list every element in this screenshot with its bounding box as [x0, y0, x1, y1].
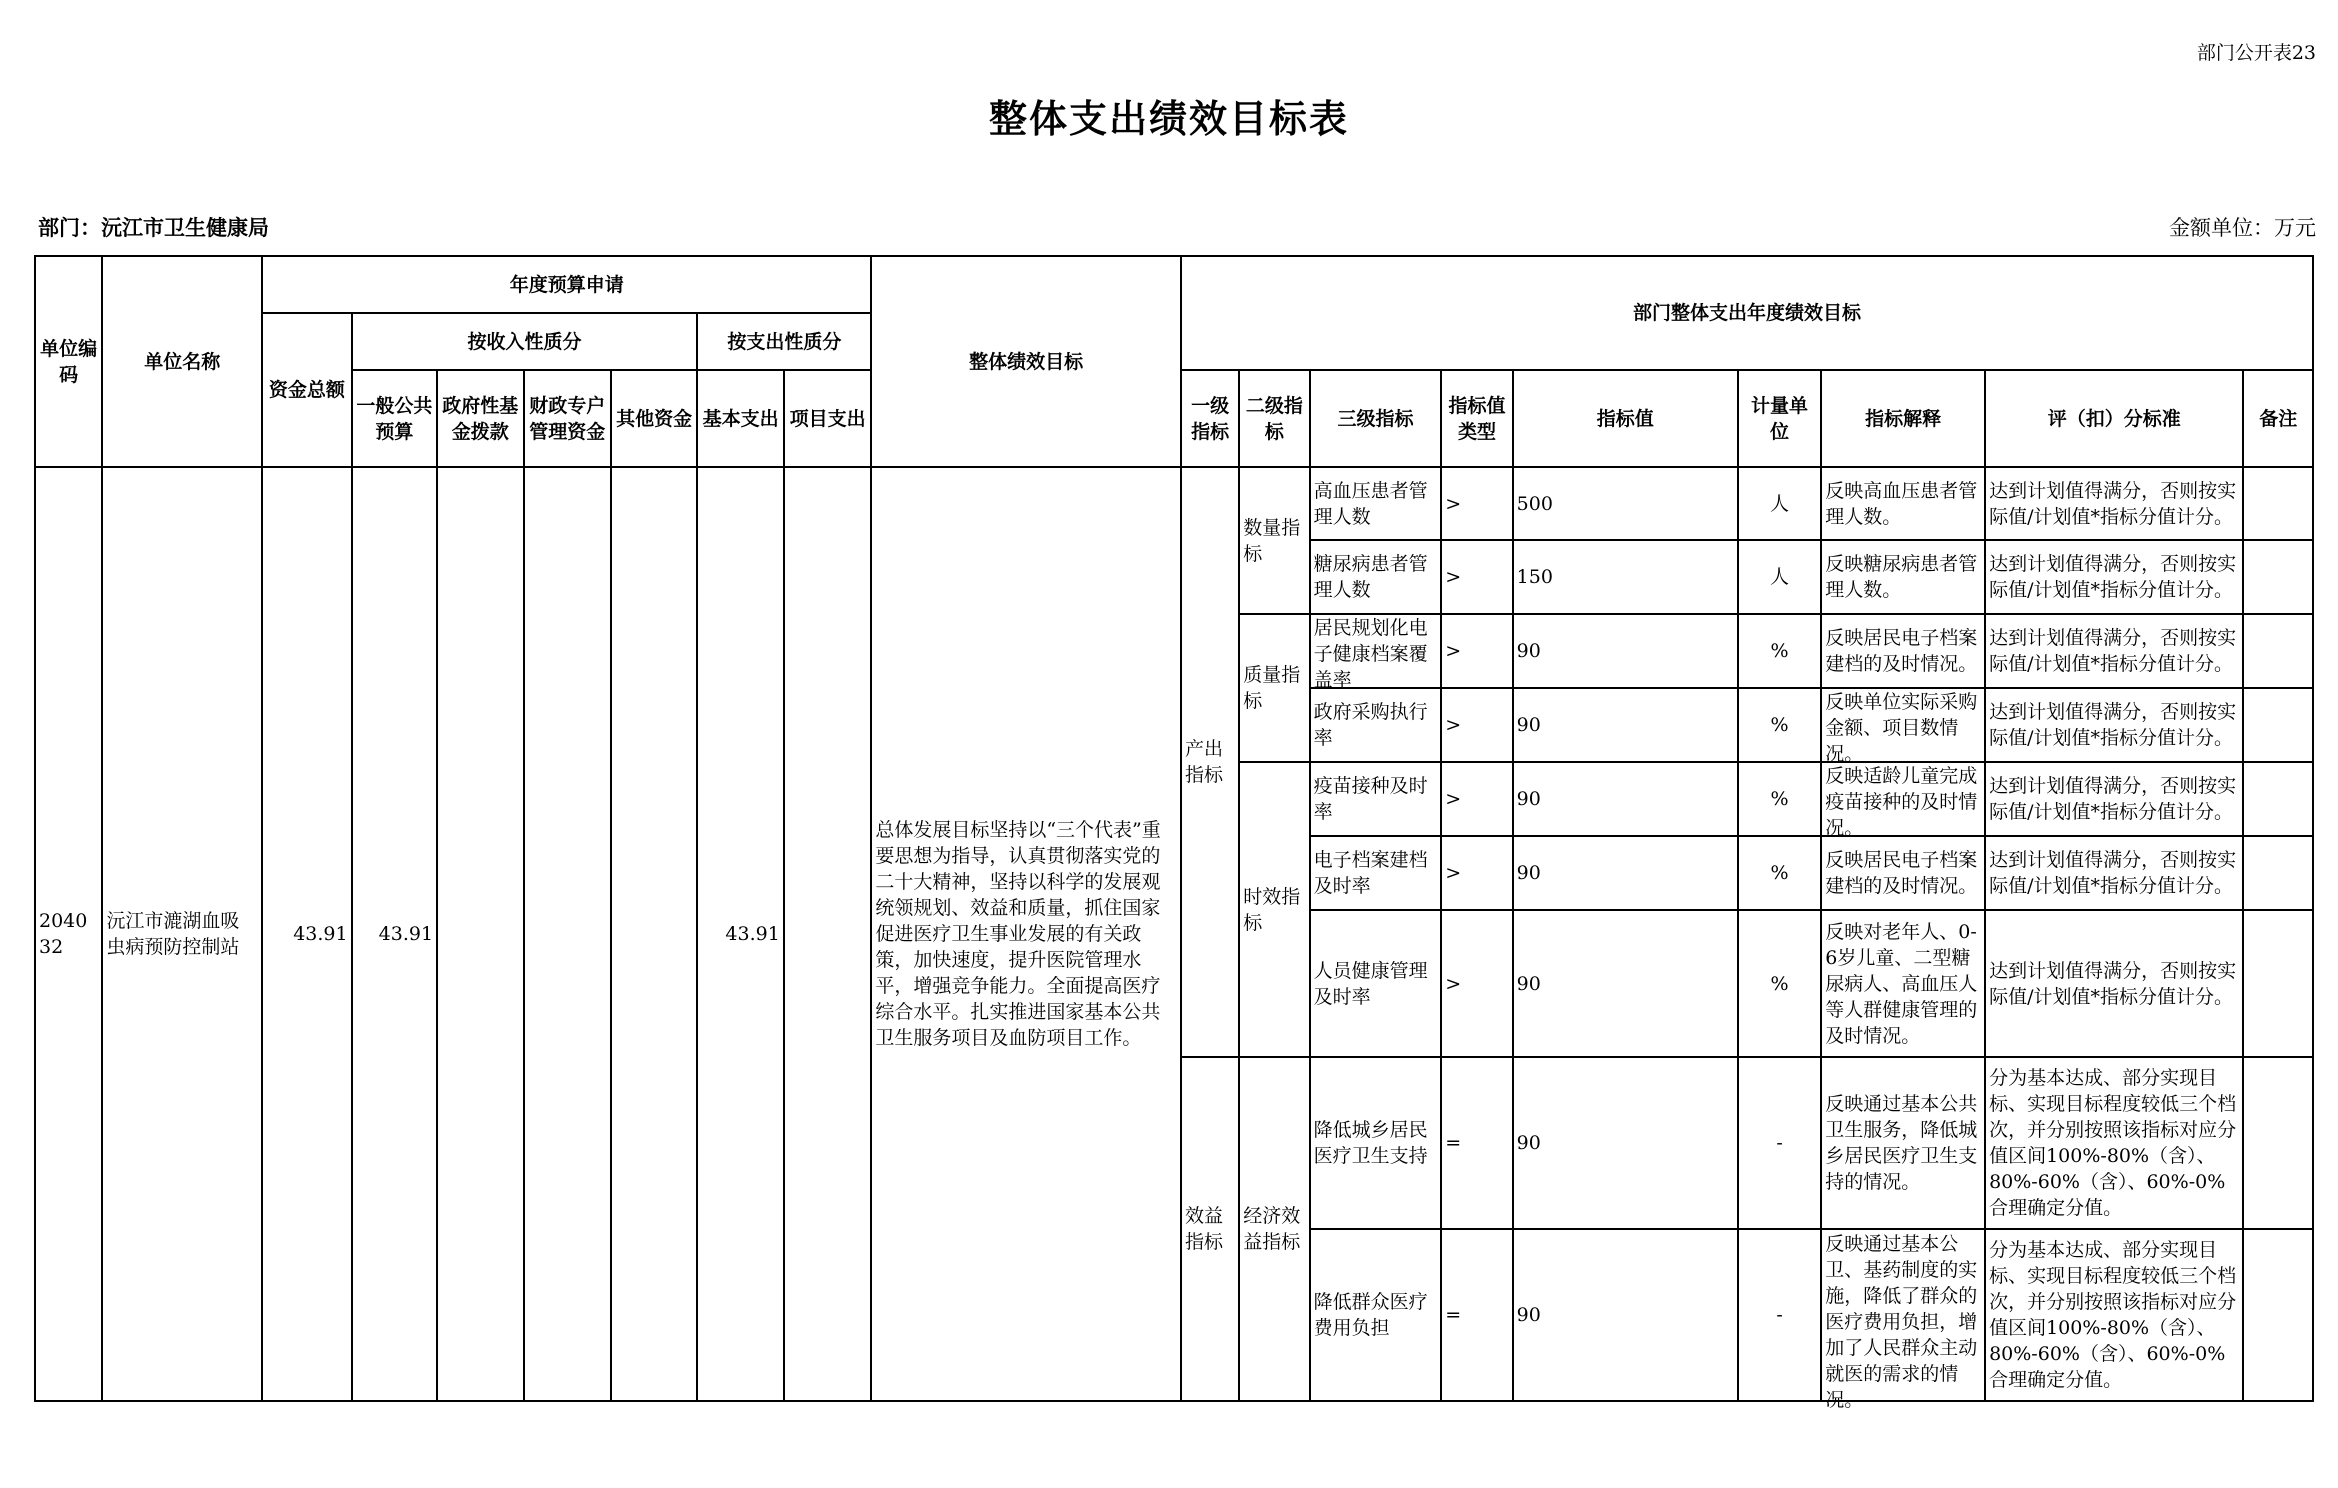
lvl1-benefit: 效益指标 [1181, 1057, 1239, 1401]
explain-text: 反映对老年人、0-6岁儿童、二型糖尿病人、高血压人等人群健康管理的及时情况。 [1825, 920, 1978, 1047]
remark-cell [2243, 688, 2313, 762]
value-cell: 500 [1513, 467, 1738, 540]
value-cell: 90 [1513, 1057, 1738, 1229]
explain-text: 反映适龄儿童完成疫苗接种的及时情况。 [1825, 765, 1978, 839]
scoring-text: 分为基本达成、部分实现目标、实现目标程度较低三个档次，并分别按照该指标对应分值区间100%-80%（含）、80%-60%（含）、60%-0%合理确定分值。 [1989, 1239, 2237, 1391]
lvl1-output: 产出指标 [1181, 467, 1239, 1057]
explain-text: 反映单位实际采购金额、项目数情况。 [1825, 691, 1978, 765]
explain-text: 反映通过基本公卫、基药制度的实施，降低了群众的医疗费用负担，增加了人民群众主动就医的需求的情况。 [1825, 1233, 1978, 1411]
header-remark: 备注 [2243, 370, 2313, 467]
header-by-income: 按收入性质分 [352, 313, 698, 370]
header-value: 指标值 [1513, 370, 1738, 467]
explain-text: 反映高血压患者管理人数。 [1825, 479, 1978, 528]
lvl3-cell [1310, 614, 1442, 691]
scoring-cell [1985, 762, 2243, 836]
lvl2-quantity: 数量指标 [1239, 467, 1309, 614]
scoring-cell [1985, 910, 2243, 1057]
scoring-text: 达到计划值得满分，否则按实际值/计划值*指标分值计分。 [1989, 479, 2237, 528]
scoring-cell [1985, 688, 2243, 762]
form-code: 部门公开表23 [2196, 42, 2316, 64]
scoring-cell [1985, 1057, 2243, 1229]
explain-text: 反映居民电子档案建档的及时情况。 [1825, 627, 1978, 675]
scoring-cell [1985, 540, 2243, 614]
remark-cell [2243, 1229, 2313, 1401]
lvl3-cell: 降低群众医疗费用负担 [1310, 1229, 1442, 1401]
remark-cell [2243, 762, 2313, 836]
gov-fund-cell [437, 467, 523, 1401]
val-type-cell: = [1441, 1229, 1512, 1401]
header-gov-fund: 政府性基金拨款 [437, 370, 523, 467]
value-cell: 90 [1513, 688, 1738, 762]
header-unit-code: 单位编码 [35, 256, 102, 467]
special-cell [524, 467, 611, 1401]
header-lvl1: 一级指标 [1181, 370, 1239, 467]
header-measure: 计量单位 [1738, 370, 1821, 467]
value-cell: 90 [1513, 910, 1738, 1057]
explain-cell [1821, 836, 1985, 910]
scoring-cell [1985, 836, 2243, 910]
lvl3-cell: 电子档案建档及时率 [1310, 836, 1442, 910]
explain-cell [1821, 467, 1985, 540]
header-val-type: 指标值类型 [1441, 370, 1512, 467]
lvl2-timeliness: 时效指标 [1239, 762, 1309, 1057]
measure-cell: - [1738, 1057, 1821, 1229]
overall-goal-cell: 总体发展目标坚持以“三个代表”重要思想为指导，认真贯彻落实党的二十大精神，坚持以科学的发展观统领规划、效益和质量，抓住国家促进医疗卫生事业发展的有关政策，加快速度，提升医院管理水平，增强竞争能力。全面提高医疗综合水平。扎实推进国家基本公共卫生服务项目及血防项目工作。 [871, 467, 1181, 1401]
explain-cell [1821, 688, 1985, 765]
header-other: 其他资金 [611, 370, 697, 467]
basic-cell: 43.91 [697, 467, 783, 1401]
val-type-cell: > [1441, 688, 1512, 762]
lvl3-cell: 疫苗接种及时率 [1310, 762, 1442, 836]
scoring-text: 达到计划值得满分，否则按实际值/计划值*指标分值计分。 [1989, 627, 2237, 675]
unit-code-cell: 204032 [35, 467, 102, 1401]
scoring-text: 达到计划值得满分，否则按实际值/计划值*指标分值计分。 [1989, 775, 2237, 823]
explain-cell [1821, 910, 1985, 1057]
measure-cell: 人 [1738, 540, 1821, 614]
measure-cell: % [1738, 836, 1821, 910]
project-cell [784, 467, 872, 1401]
explain-cell [1821, 1057, 1985, 1229]
page-title: 整体支出绩效目标表 [988, 97, 1349, 141]
scoring-cell [1985, 467, 2243, 540]
explain-text: 反映通过基本公共卫生服务，降低城乡居民医疗卫生支持的情况。 [1825, 1093, 1978, 1193]
header-project: 项目支出 [784, 370, 872, 467]
unit-name-cell: 沅江市漉湖血吸虫病预防控制站 [102, 467, 262, 1401]
val-type-cell: > [1441, 540, 1512, 614]
scoring-cell [1985, 1229, 2243, 1401]
explain-cell [1821, 1229, 1985, 1411]
explain-text: 反映糖尿病患者管理人数。 [1825, 553, 1978, 601]
val-type-cell: > [1441, 836, 1512, 910]
measure-cell: 人 [1738, 467, 1821, 540]
header-unit-name: 单位名称 [102, 256, 262, 467]
header-general: 一般公共预算 [352, 370, 437, 467]
lvl2-quality: 质量指标 [1239, 614, 1309, 762]
val-type-cell: > [1441, 467, 1512, 540]
department-label: 部门：沅江市卫生健康局 [38, 215, 269, 240]
measure-cell: % [1738, 688, 1821, 762]
value-cell: 90 [1513, 836, 1738, 910]
value-cell: 90 [1513, 614, 1738, 688]
header-overall-goal: 整体绩效目标 [871, 256, 1181, 467]
remark-cell [2243, 836, 2313, 910]
val-type-cell: = [1441, 1057, 1512, 1229]
header-total: 资金总额 [262, 313, 351, 467]
header-by-expense: 按支出性质分 [697, 313, 871, 370]
scoring-text: 达到计划值得满分，否则按实际值/计划值*指标分值计分。 [1989, 959, 2237, 1008]
header-lvl3: 三级指标 [1310, 370, 1442, 467]
lvl3-text: 居民规划化电子健康档案覆盖率 [1313, 617, 1428, 691]
explain-cell [1821, 762, 1985, 839]
lvl3-cell: 糖尿病患者管理人数 [1310, 540, 1442, 614]
remark-cell [2243, 540, 2313, 614]
remark-cell [2243, 467, 2313, 540]
general-cell: 43.91 [352, 467, 437, 1401]
scoring-cell [1985, 614, 2243, 688]
other-cell [611, 467, 697, 1401]
scoring-text: 达到计划值得满分，否则按实际值/计划值*指标分值计分。 [1989, 553, 2237, 601]
lvl3-cell: 降低城乡居民医疗卫生支持 [1310, 1057, 1442, 1229]
header-lvl2: 二级指标 [1239, 370, 1309, 467]
measure-cell: % [1738, 910, 1821, 1057]
val-type-cell: > [1441, 614, 1512, 688]
lvl2-economic: 经济效益指标 [1239, 1057, 1309, 1401]
val-type-cell: > [1441, 910, 1512, 1057]
measure-cell: % [1738, 614, 1821, 688]
total-cell: 43.91 [262, 467, 351, 1401]
lvl3-cell: 高血压患者管理人数 [1310, 467, 1442, 540]
scoring-text: 达到计划值得满分，否则按实际值/计划值*指标分值计分。 [1989, 701, 2237, 749]
lvl3-cell: 政府采购执行率 [1310, 688, 1442, 762]
measure-cell: - [1738, 1229, 1821, 1401]
header-scoring: 评（扣）分标准 [1985, 370, 2243, 467]
performance-table [34, 255, 2314, 1411]
explain-cell [1821, 614, 1985, 688]
explain-cell [1821, 540, 1985, 614]
lvl3-cell: 人员健康管理及时率 [1310, 910, 1442, 1057]
scoring-text: 达到计划值得满分，否则按实际值/计划值*指标分值计分。 [1989, 849, 2237, 897]
remark-cell [2243, 1057, 2313, 1229]
header-special: 财政专户管理资金 [524, 370, 611, 467]
value-cell: 90 [1513, 1229, 1738, 1401]
header-dept-goal: 部门整体支出年度绩效目标 [1181, 256, 2313, 370]
remark-cell [2243, 614, 2313, 688]
amount-unit-label: 金额单位：万元 [2169, 216, 2316, 240]
scoring-text: 分为基本达成、部分实现目标、实现目标程度较低三个档次，并分别按照该指标对应分值区间100%-80%（含）、80%-60%（含）、60%-0%合理确定分值。 [1989, 1067, 2237, 1219]
header-basic: 基本支出 [697, 370, 783, 467]
val-type-cell: > [1441, 762, 1512, 836]
value-cell: 150 [1513, 540, 1738, 614]
header-annual-budget: 年度预算申请 [262, 256, 871, 313]
remark-cell [2243, 910, 2313, 1057]
measure-cell: % [1738, 762, 1821, 836]
value-cell: 90 [1513, 762, 1738, 836]
explain-text: 反映居民电子档案建档的及时情况。 [1825, 849, 1978, 897]
header-explain: 指标解释 [1821, 370, 1985, 467]
